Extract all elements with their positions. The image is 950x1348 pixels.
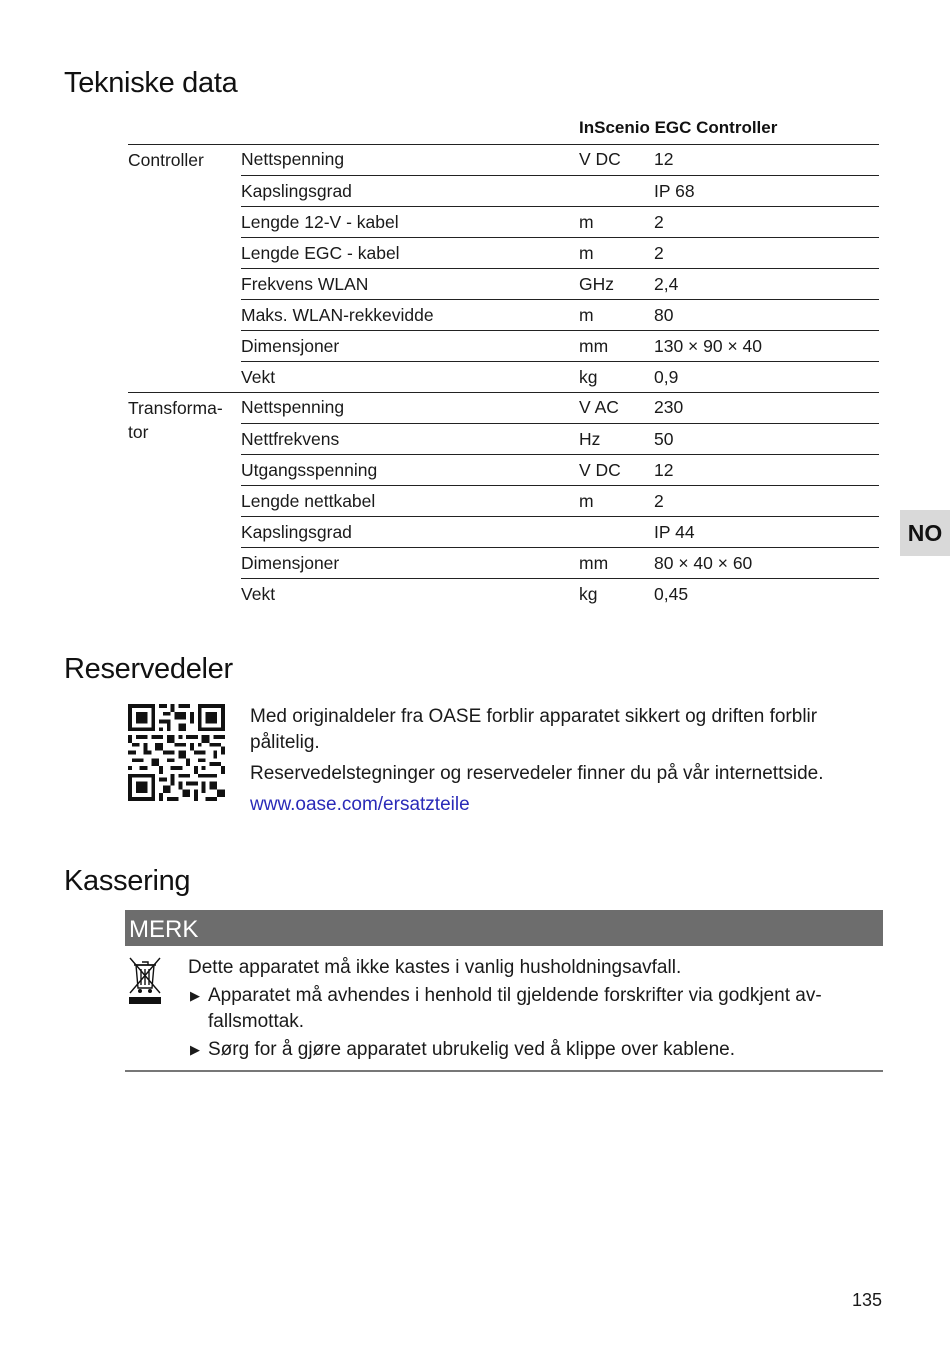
list-item: [188, 983, 878, 1035]
crossed-out-bin-icon: [128, 955, 162, 1005]
table-row: [241, 547, 879, 579]
table-cell-value: 80 × 40 × 60: [654, 553, 753, 573]
table-cell-unit: mm: [579, 553, 609, 573]
table-cell-value: 0,45: [654, 584, 689, 604]
table-cell-param: Kapslingsgrad: [241, 522, 352, 542]
table-cell-unit: V DC: [579, 149, 621, 169]
table-cell-value: IP 44: [654, 522, 695, 542]
table-cell-unit: m: [579, 305, 594, 325]
list-item: [188, 1037, 878, 1063]
table-group-label: Controller: [128, 150, 204, 170]
qr-code-icon: [128, 704, 225, 801]
table-cell-unit: Hz: [579, 429, 601, 449]
table-cell-param: Lengde EGC - kabel: [241, 243, 400, 263]
table-row: [241, 144, 879, 175]
table-row: [241, 175, 879, 207]
table-cell-param: Nettfrekvens: [241, 429, 340, 449]
table-cell-value: 50: [654, 429, 674, 449]
table-row: [241, 485, 879, 517]
table-cell-param: Lengde 12-V - kabel: [241, 212, 399, 232]
spare-parts-text: [250, 704, 870, 823]
table-cell-param: Frekvens WLAN: [241, 274, 369, 294]
table-row: [241, 361, 879, 393]
table-row: [241, 299, 879, 331]
table-row: [241, 330, 879, 362]
table-cell-value: 2: [654, 243, 664, 263]
table-cell-value: 2,4: [654, 274, 679, 294]
table-model-header: InScenio EGC Controller: [579, 118, 778, 137]
disposal-text: [188, 955, 878, 1065]
language-tab[interactable]: NO: [900, 510, 950, 556]
table-row: [241, 392, 879, 423]
table-cell-value: 2: [654, 491, 664, 511]
table-cell-value: 0,9: [654, 367, 679, 387]
table-group-label: Transforma- tor: [128, 398, 223, 442]
table-row: [241, 268, 879, 300]
table-cell-param: Maks. WLAN-rekkevidde: [241, 305, 434, 325]
table-cell-unit: V AC: [579, 397, 619, 417]
table-cell-param: Lengde nettkabel: [241, 491, 376, 511]
disposal-lead: Dette apparatet må ikke kastes i vanlig husholdningsavfall.: [188, 957, 682, 978]
notice-bar: MERK: [125, 910, 883, 946]
list-item-text: Apparatet må avhendes i henhold til gjeldende forskrifter via godkjent av- fallsmottak.: [208, 985, 822, 1032]
table-cell-unit: V DC: [579, 460, 621, 480]
arrow-right-icon: ▶: [190, 988, 200, 1003]
table-row: [241, 237, 879, 269]
list-item-text: Sørg for å gjøre apparatet ubrukelig ved å klippe over kablene.: [208, 1039, 736, 1060]
table-cell-value: 12: [654, 460, 674, 480]
heading-reservedeler: Reservedeler: [64, 653, 233, 685]
spare-parts-paragraph: Med originaldeler fra OASE forblir apparatet sikkert og driften forblir pålitelig.: [250, 706, 818, 753]
table-cell-param: Dimensjoner: [241, 336, 340, 356]
table-cell-unit: mm: [579, 336, 609, 356]
table-row: [241, 516, 879, 548]
table-cell-value: 230: [654, 397, 684, 417]
heading-tekniske-data: Tekniske data: [64, 67, 238, 99]
table-cell-param: Vekt: [241, 584, 276, 604]
page-number: 135: [852, 1290, 883, 1310]
table-cell-param: Nettspenning: [241, 149, 345, 169]
table-cell-unit: m: [579, 212, 594, 232]
table-cell-value: 2: [654, 212, 664, 232]
arrow-right-icon: ▶: [190, 1042, 200, 1057]
table-cell-value: 12: [654, 149, 674, 169]
table-cell-param: Nettspenning: [241, 397, 345, 417]
table-cell-param: Vekt: [241, 367, 276, 387]
table-cell-unit: m: [579, 491, 594, 511]
spare-parts-paragraph: Reservedelstegninger og reservedeler finner du på vår internettside.: [250, 763, 824, 784]
table-cell-param: Utgangsspenning: [241, 460, 378, 480]
table-row: [241, 454, 879, 486]
table-cell-param: Kapslingsgrad: [241, 181, 352, 201]
table-row: [241, 206, 879, 238]
table-cell-value: 130 × 90 × 40: [654, 336, 763, 356]
table-row: [241, 578, 879, 610]
table-cell-unit: m: [579, 243, 594, 263]
heading-kassering: Kassering: [64, 865, 191, 897]
table-cell-value: IP 68: [654, 181, 695, 201]
table-cell-unit: kg: [579, 367, 598, 387]
table-cell-param: Dimensjoner: [241, 553, 340, 573]
table-row: [241, 423, 879, 455]
table-cell-value: 80: [654, 305, 674, 325]
table-cell-unit: kg: [579, 584, 598, 604]
notice-bottom-rule: [125, 1070, 883, 1072]
table-cell-unit: GHz: [579, 274, 614, 294]
spare-parts-link[interactable]: www.oase.com/ersatzteile: [250, 794, 470, 815]
